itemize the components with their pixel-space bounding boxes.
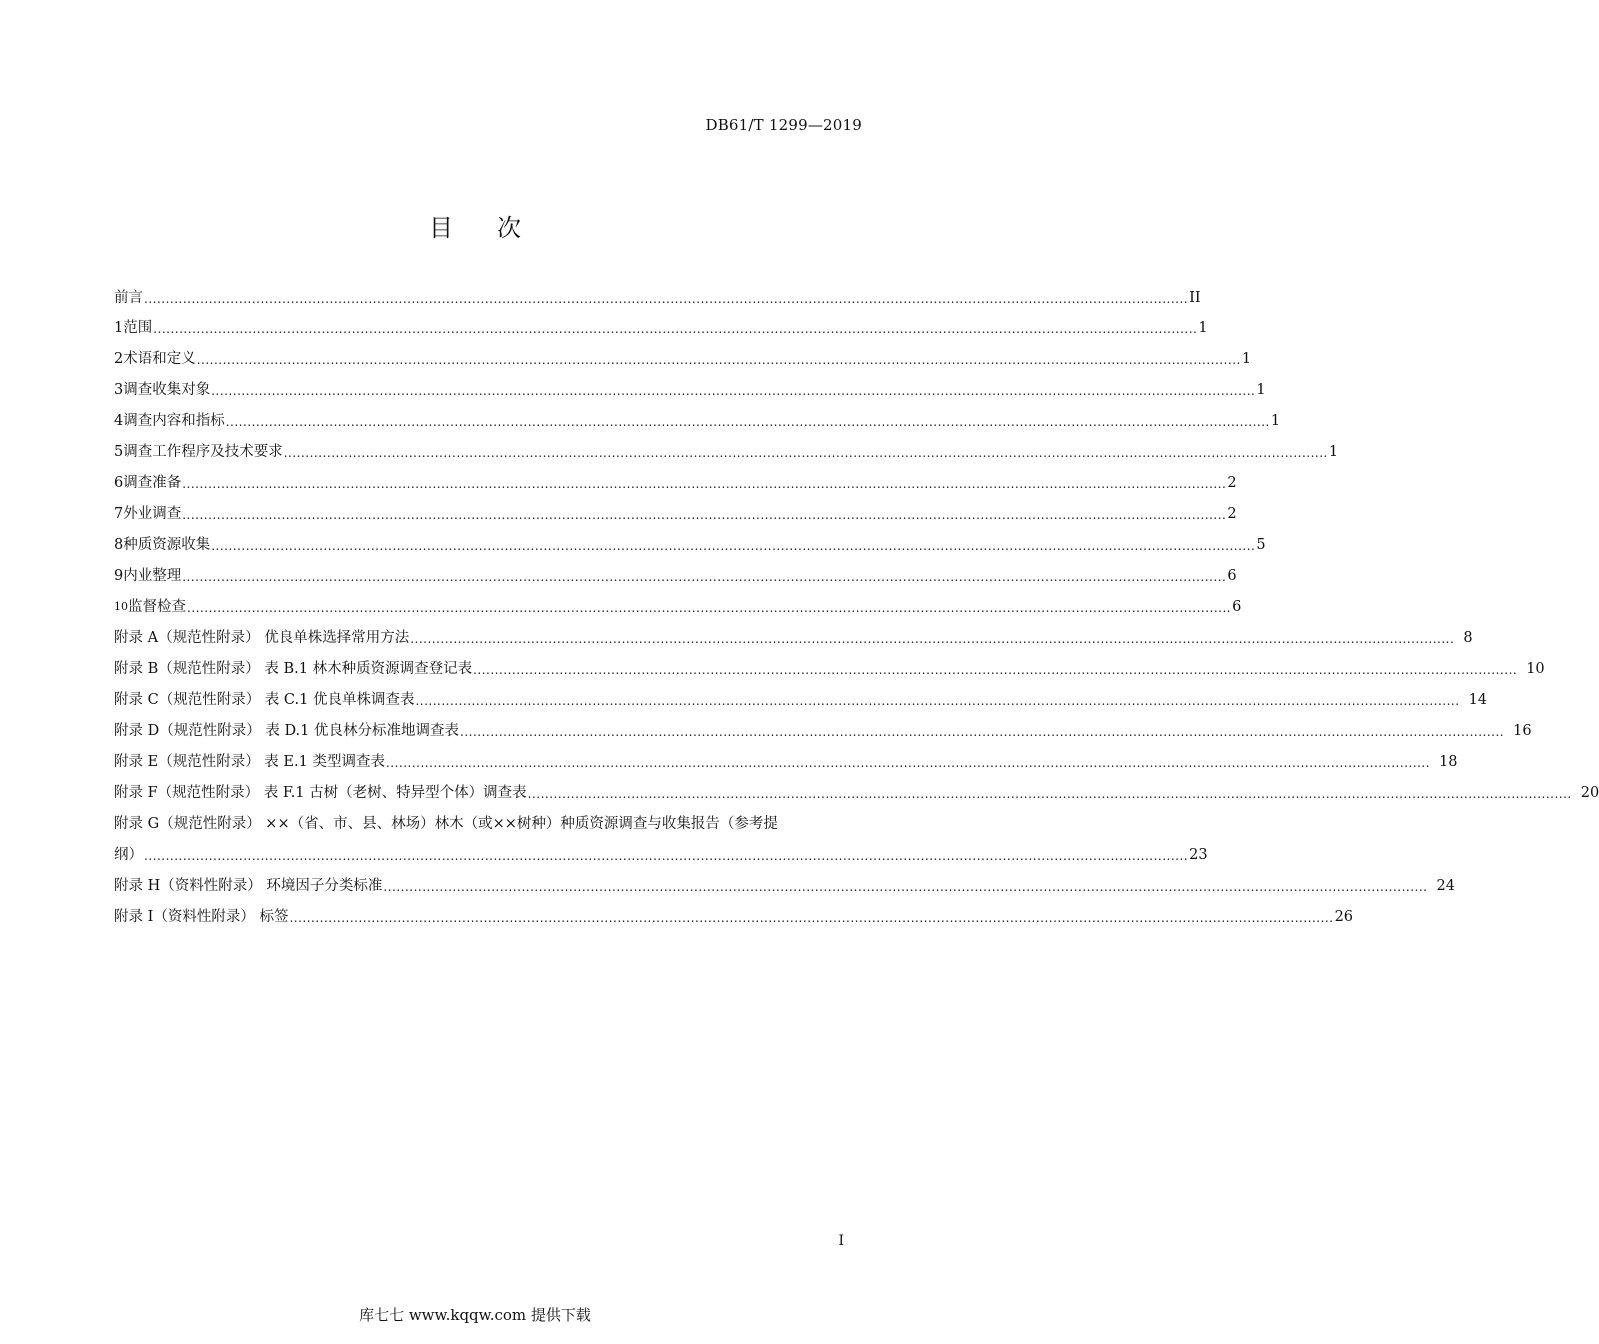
toc-entry-num: 10 — [114, 600, 128, 613]
toc-entry-num: 4 — [114, 413, 124, 429]
toc-entry-num: 3 — [114, 382, 124, 398]
toc-entry-appendix-h[interactable] — [114, 872, 1455, 896]
toc-entry-page: 26 — [1334, 909, 1354, 925]
toc-entry-appendix-a[interactable] — [114, 624, 1473, 648]
toc-leader: .................................................................................................................................................................................................................................................. — [473, 663, 1518, 677]
toc-leader: .................................................................................................................................................................................................................................................. — [225, 415, 1270, 429]
toc-entry-label: 范围 — [123, 320, 153, 336]
toc-entry-num: 2 — [114, 351, 124, 367]
toc-leader: .................................................................................................................................................................................................................................................. — [153, 322, 1198, 336]
toc-entry-label: 附录 H（资料性附录） 环境因子分类标准 — [114, 878, 383, 894]
toc-leader: .................................................................................................................................................................................................................................................. — [527, 787, 1572, 801]
toc-entry-label: 言 — [128, 290, 143, 306]
toc-entry-page: 2 — [1227, 506, 1237, 522]
toc-entry-page: 6 — [1232, 599, 1242, 615]
toc-entry-10[interactable] — [114, 593, 1242, 617]
toc-entry-label-continued: 纲） — [114, 847, 143, 863]
toc-entry-page: 1 — [1270, 413, 1281, 429]
toc-leader: .................................................................................................................................................................................................................................................. — [289, 911, 1334, 925]
toc-entry-page: 1 — [1198, 320, 1208, 336]
toc-leader: .................................................................................................................................................................................................................................................. — [385, 756, 1431, 770]
toc-entry-4[interactable] — [114, 407, 1281, 431]
toc-entry-page: 16 — [1513, 723, 1532, 739]
toc-title — [0, 208, 950, 243]
toc-entry-appendix-b[interactable] — [114, 655, 1545, 679]
toc-leader: .................................................................................................................................................................................................................................................. — [144, 292, 1189, 306]
toc-entry-label: 术语和定义 — [123, 351, 196, 367]
toc-entry-page: 10 — [1526, 661, 1545, 677]
toc-entry-appendix-e[interactable] — [114, 748, 1458, 772]
toc-entry-page: 5 — [1256, 537, 1266, 553]
standard-code: DB61/T 1299—2019 — [705, 116, 862, 134]
toc-leader: .................................................................................................................................................................................................................................................. — [196, 353, 1241, 367]
toc-entry-num: 7 — [114, 506, 124, 522]
toc-entry-label: 附录 F（规范性附录） 表 F.1 古树（老树、特异型个体）调查表 — [114, 785, 527, 801]
toc-entry-num: 前 — [114, 290, 129, 306]
toc-entry-2[interactable] — [114, 345, 1252, 369]
toc-entry-label: 附录 I（资料性附录） 标签 — [114, 909, 289, 925]
toc-entry-label: 调查工作程序及技术要求 — [123, 444, 283, 460]
toc-entry-8[interactable] — [114, 531, 1266, 555]
toc-entry-label: 附录 D（规范性附录） 表 D.1 优良林分标准地调查表 — [114, 723, 460, 739]
toc-entry-label: 调查内容和指标 — [123, 413, 225, 429]
toc-entry-num: 1 — [114, 320, 124, 336]
toc-entry-label: 监督检查 — [128, 599, 186, 615]
toc-entry-6[interactable] — [114, 469, 1237, 493]
toc-leader: .................................................................................................................................................................................................................................................. — [410, 632, 1455, 646]
toc-entry-9[interactable] — [114, 562, 1237, 586]
toc-entry-3[interactable] — [114, 376, 1266, 400]
toc-title-char-2: 次 — [497, 214, 521, 242]
toc-leader: .................................................................................................................................................................................................................................................. — [182, 570, 1227, 584]
toc-entry-num: 6 — [114, 475, 124, 491]
toc-entry-1[interactable] — [114, 314, 1208, 338]
toc-entry-num: 9 — [114, 568, 124, 584]
toc-entry-appendix-f[interactable] — [114, 779, 1599, 803]
toc-leader: .................................................................................................................................................................................................................................................. — [182, 508, 1227, 522]
toc-entry-page: 1 — [1241, 351, 1252, 367]
toc-entry-num: 8 — [114, 537, 124, 553]
toc-entry-appendix-g[interactable] — [114, 814, 1208, 865]
toc-entry-page: 1 — [1256, 382, 1266, 398]
toc-entry-page: 20 — [1580, 785, 1599, 801]
toc-entry-appendix-i[interactable] — [114, 903, 1354, 927]
toc-entry-7[interactable] — [114, 500, 1237, 524]
toc-entry-label: 内业整理 — [123, 568, 182, 584]
toc-leader: .................................................................................................................................................................................................................................................. — [182, 477, 1227, 491]
toc-entry-label: 附录 A（规范性附录） 优良单株选择常用方法 — [114, 630, 410, 646]
toc-entry-5[interactable] — [114, 438, 1339, 462]
toc-entry-label: 调查准备 — [123, 475, 182, 491]
toc-entry-appendix-c[interactable] — [114, 686, 1488, 710]
toc-entry-label: 附录 B（规范性附录） 表 B.1 林木种质资源调查登记表 — [114, 661, 473, 677]
toc-entry-label: 调查收集对象 — [123, 382, 211, 398]
toc-title-char-1: 目 — [429, 214, 453, 242]
toc-entry-foreword[interactable] — [114, 284, 1201, 308]
toc-entry-page: 6 — [1227, 568, 1237, 584]
toc-entry-label: 附录 E（规范性附录） 表 E.1 类型调查表 — [114, 754, 385, 770]
toc-entry-label: 种质资源收集 — [123, 537, 211, 553]
toc-entry-page: 8 — [1463, 630, 1473, 646]
toc-leader: .................................................................................................................................................................................................................................................. — [211, 384, 1256, 398]
page-number: I — [838, 1233, 844, 1249]
toc-entry-appendix-d[interactable] — [114, 717, 1532, 741]
footer-watermark-text: 库七七 www.kqqw.com 提供下载 — [359, 1306, 591, 1324]
toc-leader: .................................................................................................................................................................................................................................................. — [211, 539, 1256, 553]
toc-leader: .................................................................................................................................................................................................................................................. — [383, 880, 1428, 894]
toc-entry-page: 18 — [1439, 754, 1458, 770]
toc-entry-label: 外业调查 — [123, 506, 182, 522]
toc-entry-page: 23 — [1189, 847, 1208, 863]
toc-entry-label: 附录 C（规范性附录） 表 C.1 优良单株调查表 — [114, 692, 415, 708]
toc-leader: .................................................................................................................................................................................................................................................. — [144, 849, 1189, 863]
toc-entry-page: 1 — [1328, 444, 1339, 460]
toc-leader: .................................................................................................................................................................................................................................................. — [187, 601, 1232, 615]
toc-entry-page: 24 — [1436, 878, 1455, 894]
toc-entry-page: 14 — [1468, 692, 1488, 708]
toc-leader: .................................................................................................................................................................................................................................................. — [415, 694, 1460, 708]
toc-entry-page: II — [1189, 290, 1201, 306]
toc-entry-num: 5 — [114, 444, 124, 460]
toc-entry-label: 附录 G（规范性附录） ××（省、市、县、林场）林木（或××树种）种质资源调查与收集报告（参考提 — [114, 816, 778, 832]
toc-leader: .................................................................................................................................................................................................................................................. — [460, 725, 1505, 739]
toc-leader: .................................................................................................................................................................................................................................................. — [283, 446, 1328, 460]
toc-entry-page: 2 — [1227, 475, 1237, 491]
